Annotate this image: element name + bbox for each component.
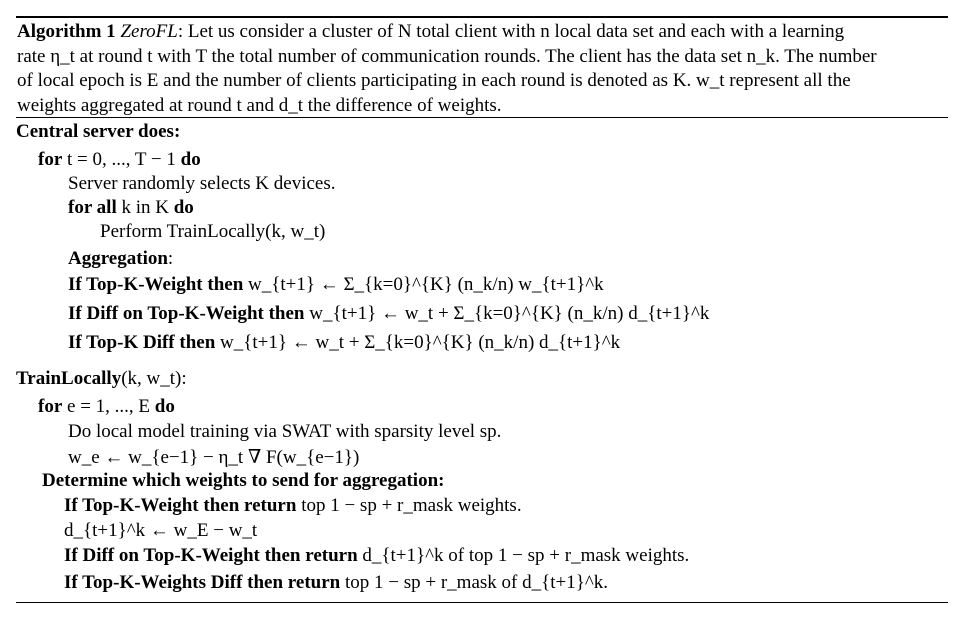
algorithm-line bbox=[68, 273, 604, 296]
caption-text-3: of local epoch is E and the number of clients participating in each round is denoted as K. w_t represent all the bbox=[17, 70, 851, 91]
statement-text: d_{t+1}^k ← w_E − w_t bbox=[64, 520, 258, 541]
statement-text: e = 1, ..., E bbox=[67, 396, 151, 417]
keyword: Determine which weights to send for aggregation: bbox=[42, 470, 445, 491]
keyword: If Diff on Top-K-Weight then return bbox=[64, 545, 358, 566]
keyword: for all bbox=[68, 197, 117, 218]
algorithm-line bbox=[38, 148, 201, 171]
keyword: Aggregation bbox=[68, 248, 168, 269]
algorithm-line bbox=[16, 367, 187, 390]
caption-line-4 bbox=[17, 94, 948, 119]
caption-rule bbox=[16, 117, 948, 118]
algorithm-line bbox=[68, 331, 620, 354]
caption-line-3 bbox=[17, 69, 948, 94]
statement-text: Server randomly selects K devices. bbox=[68, 173, 336, 194]
keyword: for bbox=[38, 149, 63, 170]
keyword: If Top-K-Weights Diff then return bbox=[64, 572, 341, 593]
algorithm-line bbox=[42, 469, 444, 492]
keyword: If Top-K Diff then bbox=[68, 332, 216, 353]
keyword: If Top-K-Weight then return bbox=[64, 495, 297, 516]
keyword-do: do bbox=[180, 149, 201, 170]
keyword: Central server does: bbox=[16, 121, 181, 142]
keyword-do: do bbox=[173, 197, 194, 218]
statement-text: w_{t+1} ← w_t + Σ_{k=0}^{K} (n_k/n) d_{t+1}^k bbox=[309, 303, 710, 324]
algorithm-line bbox=[68, 247, 173, 270]
statement-text: w_{t+1} ← w_t + Σ_{k=0}^{K} (n_k/n) d_{t+1}^k bbox=[220, 332, 621, 353]
keyword: for bbox=[38, 396, 63, 417]
algorithm-label: Algorithm 1 bbox=[17, 21, 116, 42]
algorithm-line bbox=[38, 395, 175, 418]
statement-text: Perform TrainLocally(k, w_t) bbox=[100, 221, 326, 242]
statement-text: (k, w_t): bbox=[121, 368, 187, 389]
algorithm-line bbox=[68, 420, 501, 443]
algorithm-line bbox=[64, 571, 608, 594]
statement-text: top 1 − sp + r_mask weights. bbox=[301, 495, 522, 516]
statement-text: d_{t+1}^k of top 1 − sp + r_mask weights. bbox=[362, 545, 690, 566]
algorithm-line bbox=[68, 446, 359, 469]
caption-line-1 bbox=[17, 20, 948, 45]
statement-text: Do local model training via SWAT with sparsity level sp. bbox=[68, 421, 502, 442]
statement-text: w_e ← w_{e−1} − η_t ∇ F(w_{e−1}) bbox=[68, 447, 360, 468]
algorithm-line bbox=[68, 302, 709, 325]
statement-text: top 1 − sp + r_mask of d_{t+1}^k. bbox=[344, 572, 608, 593]
keyword: If Top-K-Weight then bbox=[68, 274, 244, 295]
caption-text-1: : Let us consider a cluster of N total client with n local data set and each with a learning bbox=[177, 21, 845, 42]
algorithm-line bbox=[16, 120, 180, 143]
algorithm-line bbox=[64, 494, 522, 517]
algorithm-name: ZeroFL bbox=[120, 21, 178, 42]
statement-text: w_{t+1} ← Σ_{k=0}^{K} (n_k/n) w_{t+1}^k bbox=[248, 274, 604, 295]
statement-text: : bbox=[167, 248, 174, 269]
bottom-rule bbox=[16, 602, 948, 603]
algorithm-line bbox=[64, 544, 689, 567]
keyword: TrainLocally bbox=[16, 368, 122, 389]
algorithm-caption bbox=[17, 20, 948, 118]
keyword-do: do bbox=[154, 396, 175, 417]
caption-text-2: rate η_t at round t with T the total number of communication rounds. The client has the data set n_k. The number bbox=[17, 45, 877, 67]
statement-text: t = 0, ..., T − 1 bbox=[67, 149, 176, 170]
algorithm-line bbox=[68, 172, 336, 195]
caption-line-2 bbox=[17, 45, 948, 70]
algorithm-line bbox=[64, 519, 257, 542]
algorithm-line bbox=[68, 196, 194, 219]
top-rule bbox=[16, 16, 948, 18]
keyword: If Diff on Top-K-Weight then bbox=[68, 303, 305, 324]
algorithm-line bbox=[100, 220, 325, 243]
statement-text: k in K bbox=[121, 197, 169, 218]
caption-text-4: weights aggregated at round t and d_t the difference of weights. bbox=[17, 94, 502, 116]
